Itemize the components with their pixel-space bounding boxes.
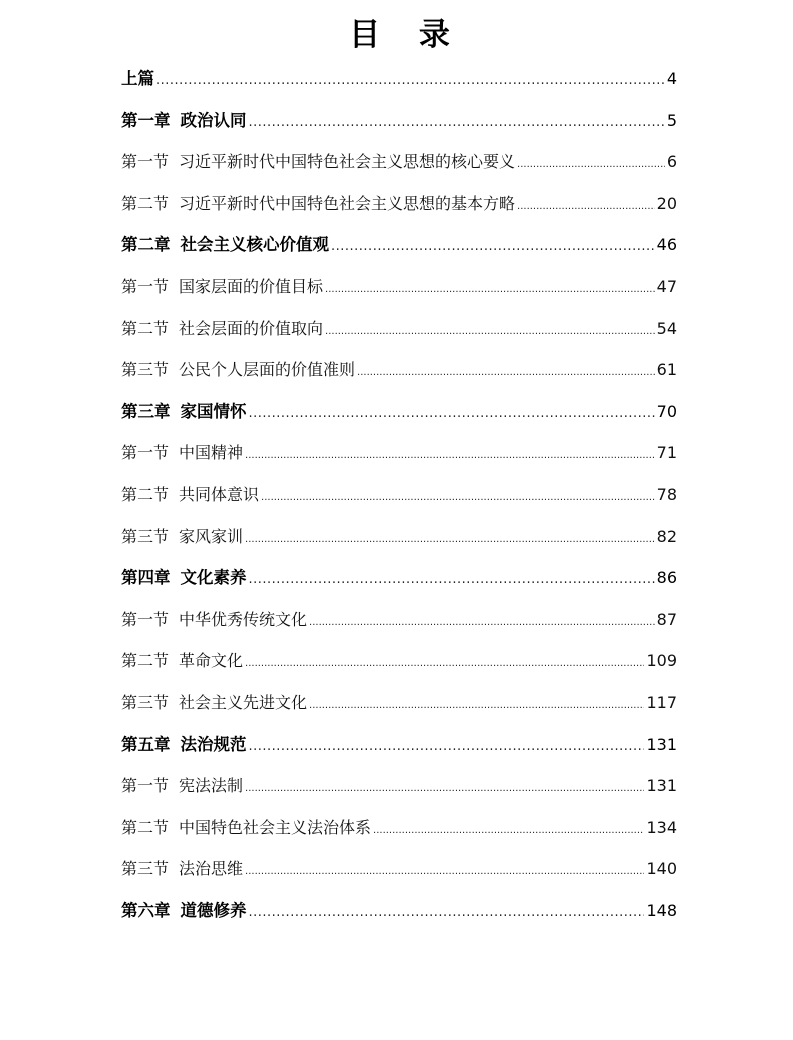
toc-chapter-entry[interactable] xyxy=(121,890,677,932)
entry-page-number: 46 xyxy=(656,235,677,255)
toc-section-entry[interactable] xyxy=(121,349,677,391)
entry-title xyxy=(121,890,247,932)
entry-title xyxy=(121,557,247,599)
entry-label: 公民个人层面的价值准则 xyxy=(179,360,356,380)
entry-number: 第一节 xyxy=(121,776,170,796)
entry-number: 第三节 xyxy=(121,526,170,546)
entry-label: 道德修养 xyxy=(180,900,247,920)
entry-page-number: 82 xyxy=(656,526,677,546)
toc-chapter-entry[interactable] xyxy=(121,557,677,599)
entry-title xyxy=(121,308,323,350)
entry-number: 第五章 xyxy=(121,734,171,754)
entry-label: 社会层面的价值取向 xyxy=(179,318,324,338)
entry-number: 第二章 xyxy=(121,235,171,255)
entry-label: 中华优秀传统文化 xyxy=(179,609,308,629)
toc-section-entry[interactable] xyxy=(121,599,677,641)
entry-page-number: 61 xyxy=(656,360,677,380)
entry-number: 第三节 xyxy=(121,360,170,380)
entry-title xyxy=(121,516,243,558)
entry-page-number: 5 xyxy=(666,110,677,130)
entry-page-number: 54 xyxy=(656,318,677,338)
entry-page-number: 47 xyxy=(656,276,677,296)
entry-number: 第三节 xyxy=(121,692,170,712)
page-title: 目 录 xyxy=(349,17,464,53)
entry-title xyxy=(121,724,247,766)
toc-chapter-entry[interactable] xyxy=(121,100,677,142)
toc-section-entry[interactable] xyxy=(121,848,677,890)
dot-leader xyxy=(309,685,644,727)
toc-chapter-entry[interactable] xyxy=(121,58,677,100)
entry-label: 共同体意识 xyxy=(179,484,260,504)
entry-title xyxy=(121,848,243,890)
entry-title xyxy=(121,349,355,391)
toc-section-entry[interactable] xyxy=(121,432,677,474)
entry-number: 第二节 xyxy=(121,193,170,213)
toc-section-entry[interactable] xyxy=(121,807,677,849)
entry-number: 第一节 xyxy=(121,152,170,172)
dot-leader xyxy=(249,102,665,144)
entry-label: 文化素养 xyxy=(180,568,247,588)
entry-number: 第三章 xyxy=(121,401,171,421)
entry-number: 第六章 xyxy=(121,900,171,920)
entry-title xyxy=(121,58,154,100)
entry-page-number: 70 xyxy=(656,401,677,421)
toc-section-entry[interactable] xyxy=(121,308,677,350)
dot-leader xyxy=(309,602,655,644)
dot-leader xyxy=(357,352,655,394)
entry-label: 家风家训 xyxy=(179,526,244,546)
entry-title xyxy=(121,474,259,516)
toc-chapter-entry[interactable] xyxy=(121,224,677,266)
toc-list xyxy=(121,58,677,931)
toc-section-entry[interactable] xyxy=(121,183,677,225)
dot-leader xyxy=(517,144,665,186)
dot-leader xyxy=(331,226,655,268)
dot-leader xyxy=(249,393,655,435)
dot-leader xyxy=(249,726,645,768)
entry-page-number: 148 xyxy=(646,900,677,920)
entry-title xyxy=(121,640,243,682)
entry-title xyxy=(121,224,329,266)
toc-chapter-entry[interactable] xyxy=(121,391,677,433)
entry-number: 第一节 xyxy=(121,443,170,463)
entry-number: 第二节 xyxy=(121,817,170,837)
toc-section-entry[interactable] xyxy=(121,141,677,183)
entry-number: 第三节 xyxy=(121,859,170,879)
entry-page-number: 86 xyxy=(656,568,677,588)
toc-section-entry[interactable] xyxy=(121,474,677,516)
toc-chapter-entry[interactable] xyxy=(121,724,677,766)
dot-leader xyxy=(249,892,645,934)
entry-label: 习近平新时代中国特色社会主义思想的基本方略 xyxy=(179,193,516,213)
dot-leader xyxy=(249,559,655,601)
entry-title xyxy=(121,807,371,849)
toc-section-entry[interactable] xyxy=(121,266,677,308)
dot-leader xyxy=(517,186,655,228)
dot-leader xyxy=(245,643,644,685)
toc-section-entry[interactable] xyxy=(121,765,677,807)
entry-page-number: 117 xyxy=(646,692,677,712)
entry-page-number: 87 xyxy=(656,609,677,629)
entry-title xyxy=(121,391,247,433)
dot-leader xyxy=(156,60,665,102)
entry-label: 社会主义先进文化 xyxy=(179,692,308,712)
toc-section-entry[interactable] xyxy=(121,640,677,682)
entry-number: 第二节 xyxy=(121,318,170,338)
entry-label: 习近平新时代中国特色社会主义思想的核心要义 xyxy=(179,152,516,172)
entry-title xyxy=(121,432,243,474)
entry-title xyxy=(121,141,515,183)
entry-title xyxy=(121,765,243,807)
entry-label: 中国特色社会主义法治体系 xyxy=(179,817,372,837)
entry-label: 国家层面的价值目标 xyxy=(179,276,324,296)
entry-page-number: 6 xyxy=(666,152,677,172)
entry-number: 第二节 xyxy=(121,651,170,671)
entry-page-number: 140 xyxy=(646,859,677,879)
dot-leader xyxy=(245,851,644,893)
entry-page-number: 134 xyxy=(646,817,677,837)
entry-label: 革命文化 xyxy=(179,651,244,671)
entry-label: 宪法法制 xyxy=(179,776,244,796)
dot-leader xyxy=(245,768,644,810)
entry-number: 第二节 xyxy=(121,484,170,504)
entry-page-number: 4 xyxy=(666,69,677,88)
dot-leader xyxy=(245,435,655,477)
dot-leader xyxy=(325,269,655,311)
dot-leader xyxy=(245,519,655,561)
entry-label: 政治认同 xyxy=(180,110,247,130)
entry-label: 中国精神 xyxy=(179,443,244,463)
entry-page-number: 109 xyxy=(646,651,677,671)
entry-label: 法治思维 xyxy=(179,859,244,879)
entry-page-number: 131 xyxy=(646,776,677,796)
dot-leader xyxy=(261,477,655,519)
entry-number: 第一节 xyxy=(121,609,170,629)
entry-page-number: 20 xyxy=(656,193,677,213)
entry-title xyxy=(121,682,307,724)
entry-number: 第一章 xyxy=(121,110,171,130)
entry-number: 第一节 xyxy=(121,276,170,296)
dot-leader xyxy=(373,810,644,852)
entry-label: 社会主义核心价值观 xyxy=(180,235,329,255)
entry-page-number: 131 xyxy=(646,734,677,754)
entry-title xyxy=(121,599,307,641)
entry-label: 法治规范 xyxy=(180,734,247,754)
entry-title xyxy=(121,266,323,308)
entry-title xyxy=(121,183,515,225)
dot-leader xyxy=(325,311,655,353)
entry-number: 第四章 xyxy=(121,568,171,588)
toc-section-entry[interactable] xyxy=(121,516,677,558)
toc-section-entry[interactable] xyxy=(121,682,677,724)
entry-label: 上篇 xyxy=(121,69,154,88)
entry-page-number: 71 xyxy=(656,443,677,463)
entry-title xyxy=(121,100,247,142)
entry-label: 家国情怀 xyxy=(180,401,247,421)
entry-page-number: 78 xyxy=(656,484,677,504)
